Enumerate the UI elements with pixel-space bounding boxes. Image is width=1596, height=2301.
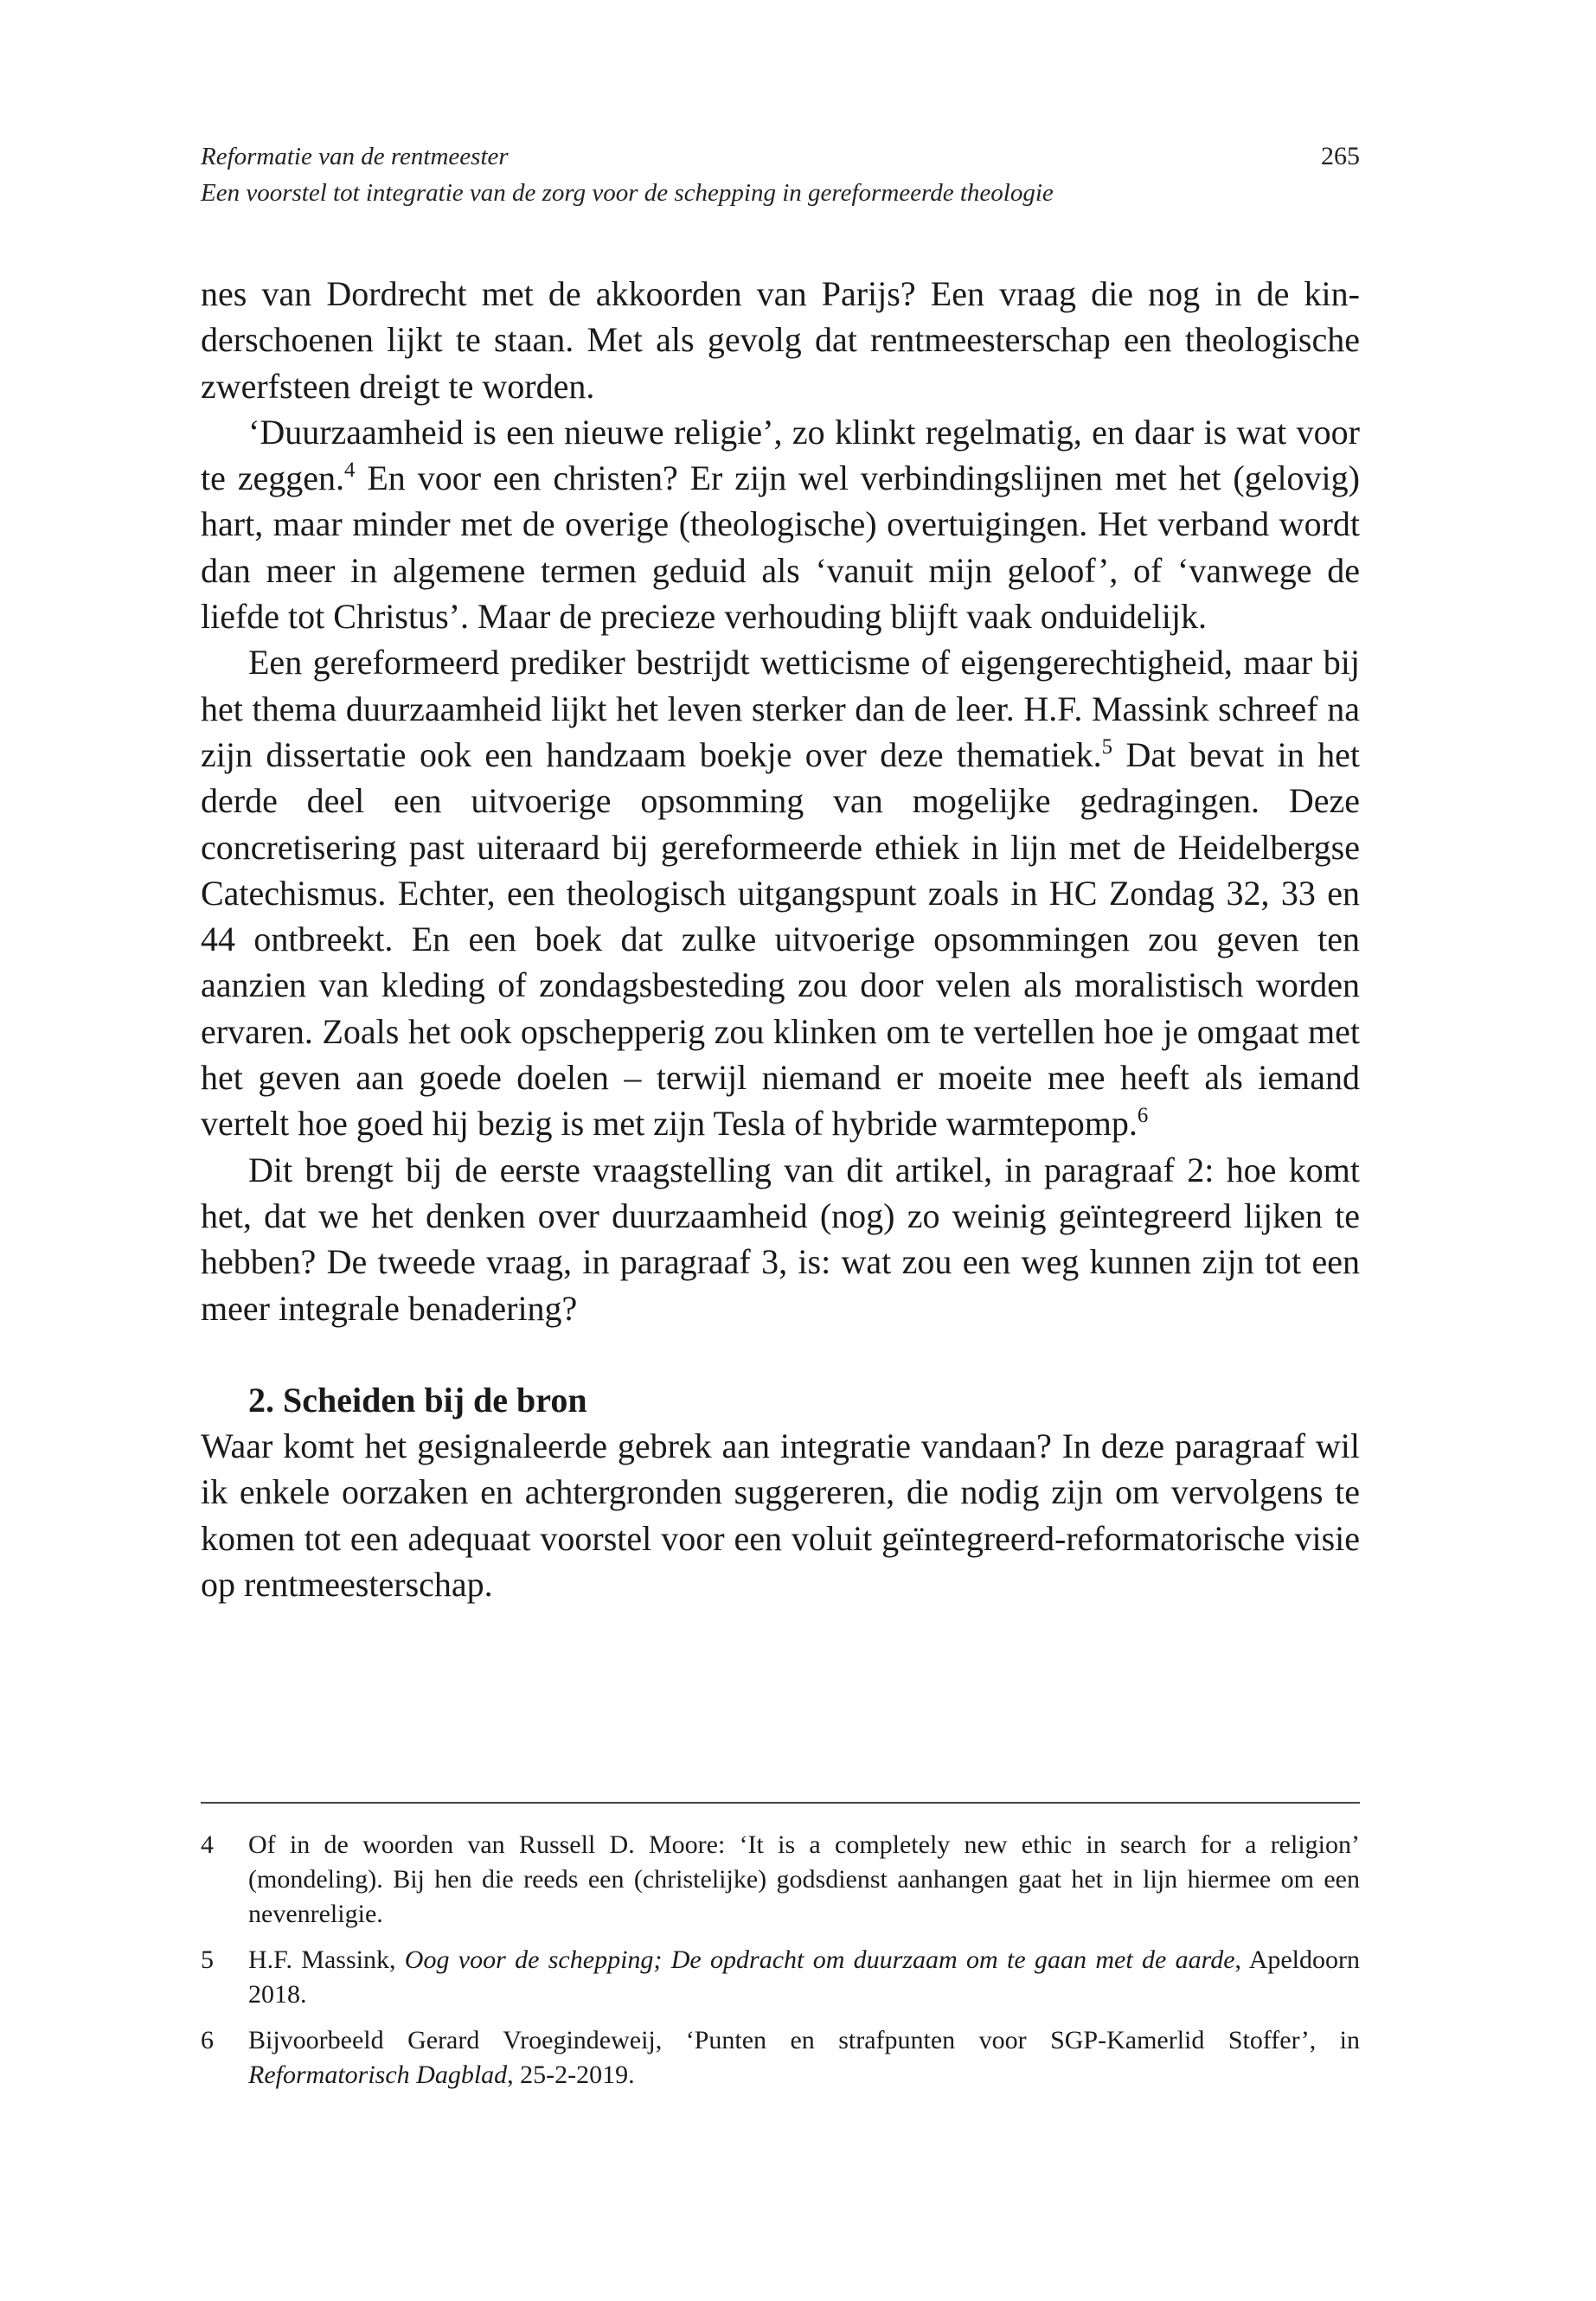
footnote-newspaper-title: Reformatorisch Dagblad	[248, 2061, 508, 2089]
footnote-text: Bijvoorbeeld Gerard Vroegindeweij, ‘Punten en strafpunten voor SGP-Kamerlid Stoffer’, in	[248, 2026, 1360, 2054]
paragraph-text: Een gereformeerd prediker bestrijdt wetticisme of eigengerechtigheid, maar bij het thema duurzaamheid lijkt het leven sterker dan de leer. H.F. Massink schreef na zijn dissertatie ook een handzaam boekje over deze thematiek.	[201, 643, 1360, 774]
running-head-title: Reformatie van de rentmeester	[201, 143, 509, 170]
page-number: 265	[1321, 142, 1360, 170]
footnote-number: 6	[201, 2026, 214, 2054]
footnotes	[201, 1828, 1360, 2104]
footnote-number: 5	[201, 1945, 214, 1974]
paragraph	[201, 639, 1360, 1146]
paragraph	[201, 409, 1360, 639]
footnote	[201, 1943, 1360, 2012]
footnote	[201, 2023, 1360, 2093]
footnote-ref[interactable]: 4	[344, 458, 356, 483]
paragraph: Waar komt het gesignaleerde gebrek aan integratie vandaan? In deze paragraaf wil ik enkele oorzaken en achtergronden suggereren, die nodig zijn om vervolgens te komen tot een adequaat voorstel voor een voluit geïntegreerd-reformatorische visie op rentmeesterschap.	[201, 1426, 1360, 1605]
running-head-subtitle: Een voorstel tot integratie van de zorg voor de schepping in gereformeerde theologie	[201, 179, 1054, 207]
paragraph: Dit brengt bij de eerste vraagstelling van dit artikel, in paragraaf 2: hoe komt het, dat we het denken over duurzaamheid (nog) zo weinig geïntegreerd lijken te hebben? De tweede vraag, in paragraaf 3, is: wat zou een weg kunnen zijn tot een meer integrale benadering?	[201, 1150, 1360, 1328]
footnote-text: , Apeldoorn 2018.	[248, 1945, 1360, 2009]
footnote-book-title: Oog voor de schepping; De opdracht om duurzaam om te gaan met de aarde	[404, 1945, 1235, 1974]
footnote-ref[interactable]: 5	[1101, 735, 1113, 760]
footnote-text: H.F. Massink,	[248, 1945, 405, 1974]
footnote-text: , 25-2-2019.	[507, 2061, 635, 2089]
footnote-number: 4	[201, 1830, 214, 1859]
paragraph-text: En voor een christen? Er zijn wel verbindingslijnen met het (gelovig) hart, maar minder met de overige (theologische) overtuigingen. Het verband wordt dan meer in algemene termen geduid als ‘vanuit mijn geloof’, of ‘vanwege de liefde tot Christus’. Maar de precieze verhouding blijft vaak onduidelijk.	[201, 458, 1360, 637]
paragraph-text: ‘Duurzaamheid is een nieuwe religie’, zo klinkt regelmatig, en daar is wat voor te zeggen.	[201, 412, 1360, 498]
footnote-ref[interactable]: 6	[1137, 1104, 1149, 1128]
footnote-text: Of in de woorden van Russell D. Moore: ‘It is a completely new ethic in search for a religion’ (mondeling). Bij hen die reeds een (christelijke) godsdienst aanhangen gaat het in lijn hiermee om een nevenreligie.	[248, 1830, 1360, 1928]
paragraph-text: Dat bevat in het derde deel een uitvoerige opsomming van mogelijke gedragingen. Deze concretisering past uiteraard bij gereformeerde ethiek in lijn met de Heidelbergse Catechismus. Echter, een theologisch uitgangspunt zoals in HC Zondag 32, 33 en 44 ontbreekt. En een boek dat zulke uitvoerige opsommingen zou geven ten aanzien van kleding of zondagsbesteding zou door velen als moralistisch worden ervaren. Zoals het ook opschepperig zou klinken om te vertellen hoe je omgaat met het geven aan goede doelen – terwijl niemand er moeite mee heeft als iemand vertelt hoe goed hij bezig is met zijn Tesla of hybride warmtepomp.	[201, 734, 1360, 1144]
footnote-divider	[201, 1802, 1360, 1804]
body-text	[201, 271, 1360, 1607]
section-heading: 2. Scheiden bij de bron	[248, 1380, 587, 1420]
paragraph: nes van Dordrecht met de akkoorden van Parijs? Een vraag die nog in de kinderschoenen lijkt te staan. Met als gevolg dat rentmeesterschap een theologische zwerfsteen dreigt te worden.	[201, 274, 1360, 406]
running-head	[201, 138, 1360, 211]
footnote	[201, 1828, 1360, 1932]
